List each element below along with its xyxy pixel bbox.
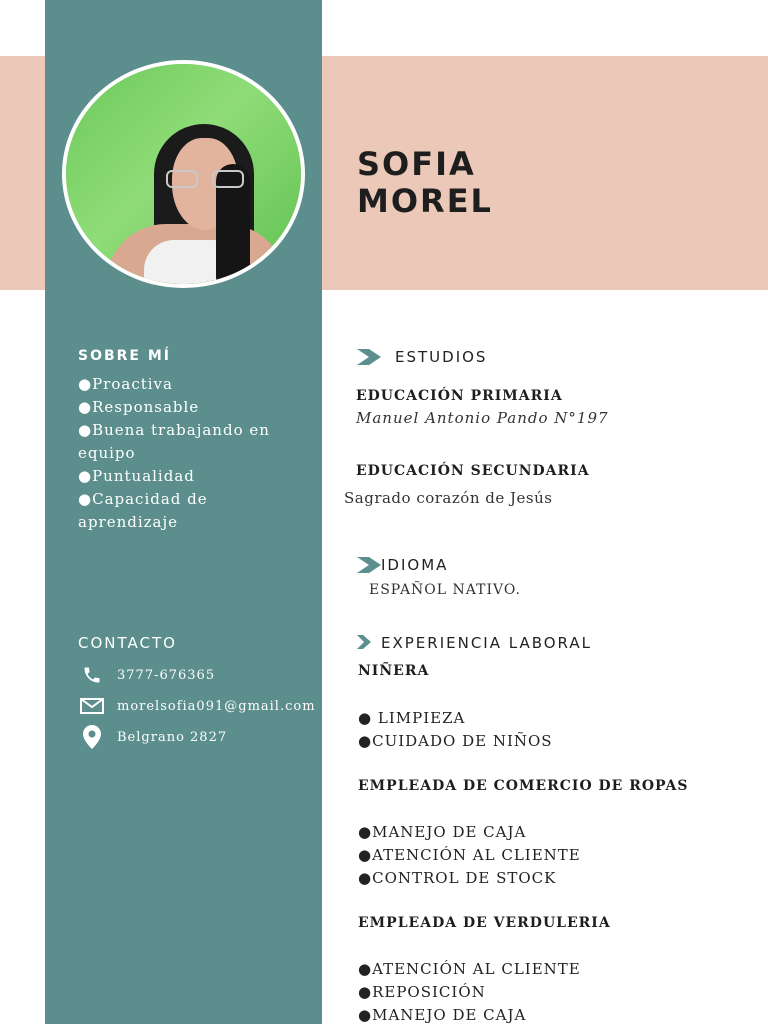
chevron-right-icon xyxy=(357,557,381,573)
task-item: ● REPOSICIÓN xyxy=(358,981,581,1004)
phone-icon xyxy=(80,665,104,685)
primary-title: EDUCACIÓN PRIMARIA xyxy=(356,388,563,404)
about-item: ● Puntualidad xyxy=(78,465,298,488)
about-list xyxy=(78,373,298,534)
envelope-icon xyxy=(80,696,104,716)
job-tasks xyxy=(358,958,581,1024)
about-item: ● Capacidad de aprendizaje xyxy=(78,488,298,534)
profile-photo xyxy=(62,60,305,288)
about-item: ● Responsable xyxy=(78,396,298,419)
task-item: ● CONTROL DE STOCK xyxy=(358,867,581,890)
primary-school: Manuel Antonio Pando N°197 xyxy=(356,409,609,427)
secondary-school: Sagrado corazón de Jesús xyxy=(344,489,553,507)
language-heading xyxy=(357,556,448,574)
language-value: ESPAÑOL NATIVO. xyxy=(369,582,521,598)
chevron-right-icon xyxy=(357,349,381,365)
email-text[interactable]: morelsofia091@gmail.com xyxy=(117,698,316,714)
studies-heading xyxy=(357,348,487,366)
about-item: ● Buena trabajando en equipo xyxy=(78,419,298,465)
job-title: EMPLEADA DE VERDULERIA xyxy=(358,915,611,931)
job-tasks xyxy=(358,707,465,730)
job-tasks xyxy=(358,730,553,753)
job-title: EMPLEADA DE COMERCIO DE ROPAS xyxy=(358,778,689,794)
contact-phone xyxy=(80,665,215,685)
contact-address xyxy=(80,727,227,747)
job-tasks xyxy=(358,821,581,890)
experience-heading xyxy=(357,634,592,652)
job-title: NIÑERA xyxy=(358,663,430,679)
about-item: ● Proactiva xyxy=(78,373,298,396)
secondary-title: EDUCACIÓN SECUNDARIA xyxy=(356,463,590,479)
task-item: ● ATENCIÓN AL CLIENTE xyxy=(358,844,581,867)
contact-email xyxy=(80,696,316,716)
full-name xyxy=(357,146,493,220)
language-title: IDIOMA xyxy=(381,556,449,574)
chevron-right-icon xyxy=(357,635,381,651)
experience-title: EXPERIENCIA LABORAL xyxy=(381,634,592,652)
studies-title: ESTUDIOS xyxy=(395,348,488,366)
location-pin-icon xyxy=(80,727,104,747)
contact-title: CONTACTO xyxy=(78,634,177,652)
about-title: SOBRE MÍ xyxy=(78,348,172,364)
task-item: ● MANEJO DE CAJA xyxy=(358,1004,581,1024)
address-text: Belgrano 2827 xyxy=(117,729,228,745)
task-item: ● CUIDADO DE NIÑOS xyxy=(358,730,553,753)
phone-text[interactable]: 3777-676365 xyxy=(117,667,216,683)
task-item: ● LIMPIEZA xyxy=(358,707,465,730)
first-name: SOFIA xyxy=(357,145,476,183)
last-name: MOREL xyxy=(357,182,493,220)
task-item: ● MANEJO DE CAJA xyxy=(358,821,581,844)
task-item: ● ATENCIÓN AL CLIENTE xyxy=(358,958,581,981)
